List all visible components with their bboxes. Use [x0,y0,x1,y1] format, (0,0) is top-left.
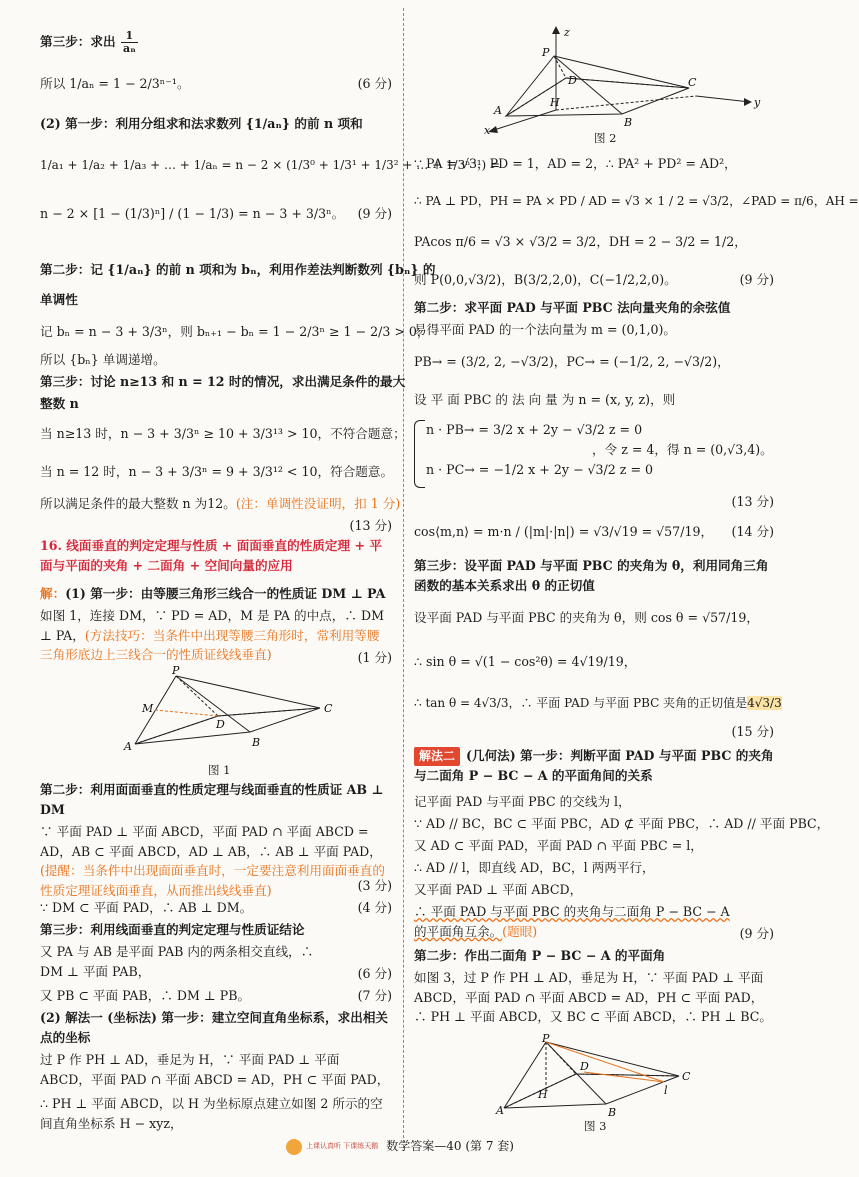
formula-line: ∴ sin θ = √(1 − cos²θ) = 4√19/19， [414,654,637,669]
figure-2 [474,26,764,136]
formula-line: 当 n≥13 时，n − 3 + 3/3ⁿ ≥ 10 + 3/3¹³ > 10，不符合题意； [40,426,406,441]
score: (9 分) [357,206,392,221]
svg-text:C: C [688,76,697,89]
text-line: ∴ AD // l，即直线 AD，BC，l 两两平行， [414,860,655,875]
svg-text:z: z [564,26,570,39]
equation-1: n · PB→ = 3/2 x + 2y − √3/2 z = 0 [426,422,643,437]
figure-3-caption: 图 3 [584,1119,607,1133]
logo-text: 上课认真听 下课练天鹅 [306,1142,379,1150]
note: (注：单调性没证明，扣 1 分) [235,496,401,511]
score: (9 分) [739,926,774,941]
step2-heading: 第二步：作出二面角 P − BC − A 的平面角 [414,948,666,963]
formula-line: 所以 1/aₙ = 1 − 2/3ⁿ⁻¹。 [40,76,190,91]
formula-line: PAcos π/6 = √3 × √3/2 = 3/2，DH = 2 − 3/2 = 1/2， [414,234,747,249]
svg-text:D: D [568,74,577,87]
step2-heading: 第二步：记 {1/aₙ} 的前 n 项和为 bₙ，利用作差法判断数列 {bₙ} 的 [40,262,436,277]
formula-line: n − 2 × [1 − (1/3)ⁿ] / (1 − 1/3) = n − 3 + 3/3ⁿ。 [40,206,345,221]
method1-heading: (2) 解法一 (坐标法) 第一步：建立空间直角坐标系，求出相关点的坐标 [40,1010,389,1045]
svg-text:D: D [216,718,225,731]
solution-part1: 解：(1) 第一步：由等腰三角形三线合一的性质证 DM ⊥ PA [40,586,386,601]
formula-line: 记 bₙ = n − 3 + 3/3ⁿ，则 bₙ₊₁ − bₙ = 1 − 2/3ⁿ ≥ 1 − 2/3 > 0， [40,324,430,339]
step2-heading: 第二步：利用面面垂直的性质定理与线面垂直的性质证 AB ⊥ DM [40,782,384,817]
formula-line: ∴ tan θ = 4√3/3，∴ 平面 PAD 与平面 PBC 夹角的正切值是4√3/3 [414,696,782,710]
step3-heading: 第三步：利用线面垂直的判定定理与性质证结论 [40,922,305,937]
formula-line: 1/a₁ + 1/a₂ + 1/a₃ + … + 1/aₙ = n − 2 × (1/3⁰ + 1/3¹ + 1/3² + … + 1/3ⁿ⁻¹) = [40,158,501,172]
text-line: 记平面 PAD 与平面 PBC 的交线为 l， [414,794,631,809]
svg-text:M: M [142,702,154,715]
svg-text:x: x [484,124,491,137]
svg-text:P: P [542,46,550,59]
text-line: 又 PB ⊂ 平面 PAB，∴ DM ⊥ PB。 [40,988,251,1003]
figure-2-caption: 图 2 [594,131,617,145]
text-line: 易得平面 PAD 的一个法向量为 m = (0,1,0)。 [414,322,677,337]
svg-text:B: B [624,116,633,129]
part2-step1: (2) 第一步：利用分组求和法求数列 {1/aₙ} 的前 n 项和 [40,116,363,131]
svg-text:y: y [754,96,761,109]
formula-line: ∴ PA ⊥ PD，PH = PA × PD / AD = √3 × 1 / 2 = √3/2，∠PAD = π/6，AH = [414,194,859,208]
svg-text:B: B [608,1106,617,1119]
formula-line: 则 P(0,0,√3/2)，B(3/2,2,0)，C(−1/2,2,0)。 [414,272,677,287]
figure-1 [120,664,370,759]
formula-line: 当 n = 12 时，n − 3 + 3/3ⁿ = 9 + 3/3¹² < 10，符合题意。 [40,464,394,479]
question-16-title: 16. 线面垂直的判定定理与性质 + 面面垂直的性质定理 + 平面与平面的夹角 + 二面角 + 空间向量的应用 [40,538,382,573]
method2-heading: 解法二 (几何法) 第一步：判断平面 PAD 与平面 PBC 的夹角与二面角 P − BC − A 的平面角间的关系 [414,748,774,783]
score: (13 分) [731,494,774,509]
paragraph: ∵ 平面 PAD ⊥ 平面 ABCD，平面 PAD ∩ 平面 ABCD = AD，AB ⊂ 平面 ABCD，AD ⊥ AB，∴ AB ⊥ 平面 PAD，(提醒：当条件中出现面面垂直时，一定要注意利用面面垂直的性质定理证线面垂直，从而推出线线垂直) [40,824,385,898]
key-conclusion: ∴ 平面 PAD 与平面 PBC 的夹角与二面角 P − BC − A 的平面角互余。(题眼) [414,904,730,939]
equation-2: n · PC→ = −1/2 x + 2y − √3/2 z = 0 [426,462,654,477]
svg-text:P: P [172,664,180,677]
svg-text:C: C [682,1070,691,1083]
paragraph: 过 P 作 PH ⊥ AD，垂足为 H，∵ 平面 PAD ⊥ 平面 ABCD，平面 PAD ∩ 平面 ABCD = AD，PH ⊂ 平面 PAD， [40,1052,390,1087]
score: (9 分) [739,272,774,287]
conclusion-line: 所以满足条件的最大整数 n 为12。(注：单调性没证明，扣 1 分) [40,496,401,511]
text-line: 设 平 面 PBC 的 法 向 量 为 n = (x, y, z)，则 [414,392,676,407]
highlighted-answer: 4√3/3 [747,696,782,710]
svg-text:H: H [538,1088,548,1101]
score: (13 分) [349,518,392,533]
page-number: 数学答案—40 (第 7 套) [386,1139,514,1153]
score: (4 分) [357,900,392,915]
text-line: 又 AD ⊂ 平面 PAD，平面 PAD ∩ 平面 PBC = l， [414,838,703,853]
paragraph: 如图 1，连接 DM，∵ PD = AD，M 是 PA 的中点，∴ DM ⊥ PA，(方法技巧：当条件中出现等腰三角形时，常利用等腰三角形底边上三线合一的性质证线线垂直) [40,608,384,663]
svg-text:B: B [252,736,261,749]
column-divider [403,8,404,1148]
score: (14 分) [731,524,774,539]
score: (3 分) [357,878,392,893]
paragraph: ∴ PH ⊥ 平面 ABCD，以 H 为坐标原点建立如图 2 所示的空间直角坐标系 H − xyz， [40,1096,383,1131]
formula-line: ∵ PA = √3，PD = 1，AD = 2，∴ PA² + PD² = AD²， [414,156,737,171]
step2-heading-cont: 单调性 [40,292,78,307]
formula-line: 设平面 PAD 与平面 PBC 的夹角为 θ，则 cos θ = √57/19， [414,610,759,625]
svg-text:l: l [664,1084,668,1097]
svg-text:C: C [324,702,333,715]
step3-heading: 第三步：求出 $\frac{1}{\text{aₙ}}$ [40,29,136,56]
text-line: ∵ DM ⊂ 平面 PAD，∴ AB ⊥ DM。 [40,900,253,915]
svg-text:P: P [542,1032,550,1045]
formula-line: cos⟨m,n⟩ = m·n / (|m|·|n|) = √3/√19 = √57/19， [414,524,714,539]
svg-text:A: A [494,104,502,117]
svg-text:H: H [550,96,560,109]
figure-3 [494,1034,714,1119]
svg-text:A: A [124,740,132,753]
brand-logo-icon [286,1139,302,1155]
text-line: 又平面 PAD ⊥ 平面 ABCD， [414,882,583,897]
step3-heading-cont: 整数 n [40,396,79,411]
svg-text:A: A [496,1104,504,1117]
paragraph: 又 PA 与 AB 是平面 PAB 内的两条相交直线，∴ DM ⊥ 平面 PAB， [40,944,314,979]
score: (15 分) [731,724,774,739]
svg-text:D: D [580,1060,589,1073]
score: (6 分) [357,966,392,981]
page-footer [0,1137,800,1155]
score: (7 分) [357,988,392,1003]
score: (6 分) [357,76,392,91]
figure-1-caption: 图 1 [208,763,231,777]
step3-heading: 第三步：讨论 n≥13 和 n = 12 时的情况，求出满足条件的最大 [40,374,406,389]
text-line: 所以 {bₙ} 单调递增。 [40,352,166,367]
step3-heading: 第三步：设平面 PAD 与平面 PBC 的夹角为 θ，利用同角三角函数的基本关系求出 θ 的正切值 [414,558,769,593]
method-badge: 解法二 [414,747,460,766]
paragraph: 如图 3，过 P 作 PH ⊥ AD，垂足为 H，∵ 平面 PAD ⊥ 平面 ABCD，平面 PAD ∩ 平面 ABCD = AD，PH ⊂ 平面 PAD，∴ PH ⊥ 平面 ABCD，又 BC ⊂ 平面 ABCD，∴ PH ⊥ BC。 [414,970,773,1025]
equation-brace [414,420,425,488]
text-line: ∵ AD // BC，BC ⊂ 平面 PBC，AD ⊄ 平面 PBC，∴ AD // 平面 PBC， [414,816,830,831]
step2-heading: 第二步：求平面 PAD 与平面 PBC 法向量夹角的余弦值 [414,300,731,315]
formula-line: ，令 z = 4，得 n = (0,√3,4)。 [592,442,773,457]
formula-line: PB→ = (3/2, 2, −√3/2)，PC→ = (−1/2, 2, −√3/2)， [414,354,730,369]
score: (1 分) [357,650,392,665]
